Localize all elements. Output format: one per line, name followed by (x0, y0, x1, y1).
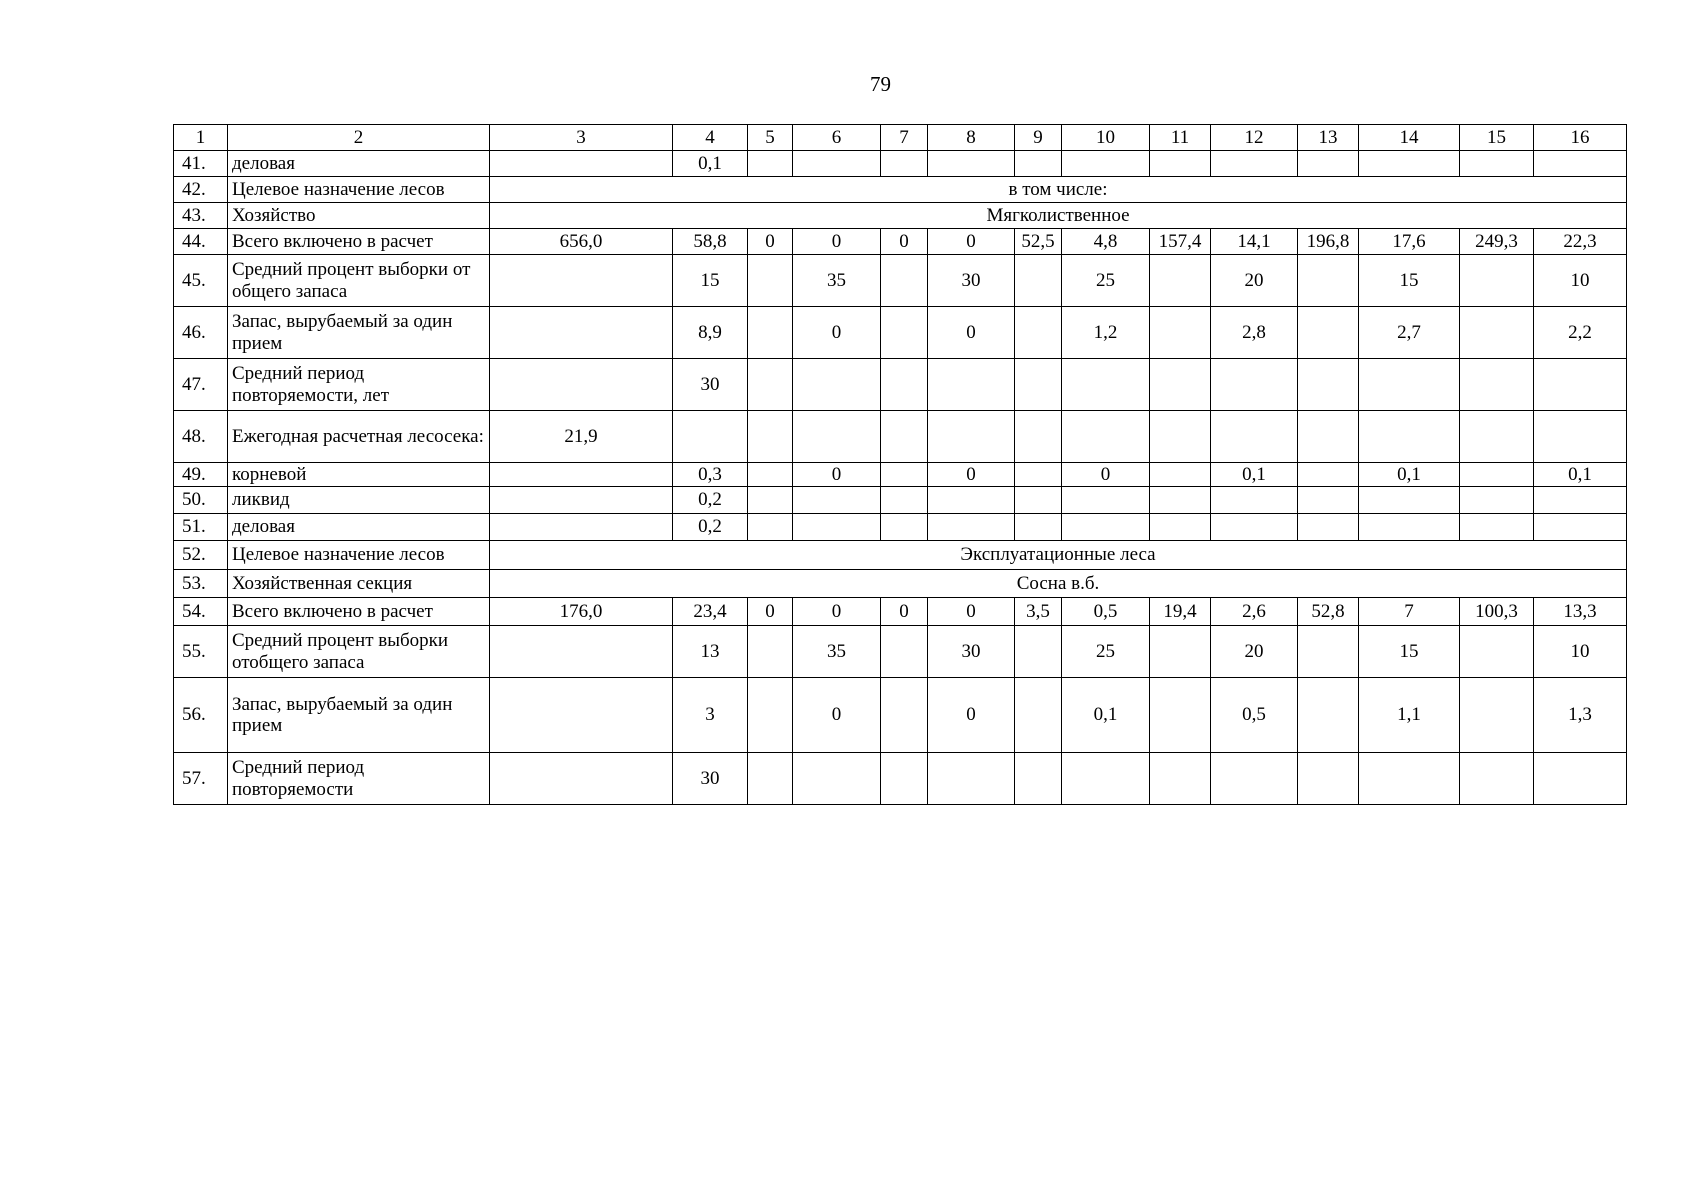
table-cell (748, 359, 793, 411)
table-cell (1150, 514, 1211, 541)
row-name-cell: Хозяйство (228, 203, 490, 229)
table-cell: 10 (1534, 626, 1627, 678)
table-cell (1015, 359, 1062, 411)
table-cell (1150, 151, 1211, 177)
table-cell: 19,4 (1150, 598, 1211, 626)
table-cell (1298, 151, 1359, 177)
row-name-cell: Всего включено в расчет (228, 229, 490, 255)
table-cell (1211, 151, 1298, 177)
header-cell: 2 (228, 125, 490, 151)
table-cell (928, 753, 1015, 805)
table-cell (1359, 753, 1460, 805)
table-cell: 249,3 (1460, 229, 1534, 255)
table-cell: 0,3 (673, 463, 748, 487)
table-cell: 0,5 (1062, 598, 1150, 626)
table-cell: 17,6 (1359, 229, 1460, 255)
header-cell: 5 (748, 125, 793, 151)
table-cell (1298, 463, 1359, 487)
header-cell: 3 (490, 125, 673, 151)
merged-cell: в том числе: (490, 177, 1627, 203)
table-cell (1015, 255, 1062, 307)
table-cell (1150, 255, 1211, 307)
table-cell: 1,3 (1534, 678, 1627, 753)
row-name-cell: Ежегодная расчетная лесосека: (228, 411, 490, 463)
header-cell: 13 (1298, 125, 1359, 151)
table-cell (748, 463, 793, 487)
table-cell: 30 (673, 359, 748, 411)
table-cell (1359, 151, 1460, 177)
table-cell (1298, 411, 1359, 463)
table-cell: 0,2 (673, 487, 748, 514)
table-cell (1534, 514, 1627, 541)
table-cell: 3 (673, 678, 748, 753)
table-cell (928, 514, 1015, 541)
table-cell (793, 753, 881, 805)
table-cell: 0 (928, 463, 1015, 487)
table-cell: 23,4 (673, 598, 748, 626)
table-cell (1534, 487, 1627, 514)
table-cell: 20 (1211, 626, 1298, 678)
table-cell (748, 678, 793, 753)
table-cell (1015, 307, 1062, 359)
table-cell: 25 (1062, 255, 1150, 307)
table-cell (793, 151, 881, 177)
table-cell (1534, 359, 1627, 411)
table-cell: 0 (748, 229, 793, 255)
table-cell: 22,3 (1534, 229, 1627, 255)
table-row (174, 229, 1627, 255)
table-cell (881, 753, 928, 805)
row-number-cell: 55. (174, 626, 228, 678)
table-cell: 0 (793, 463, 881, 487)
table-cell (748, 255, 793, 307)
table-cell (928, 411, 1015, 463)
row-name-cell: деловая (228, 514, 490, 541)
table-cell (1460, 307, 1534, 359)
page-number: 79 (870, 72, 891, 96)
table-cell (1534, 411, 1627, 463)
table-cell (881, 359, 928, 411)
table-cell (490, 463, 673, 487)
table-cell (1460, 463, 1534, 487)
table-cell: 15 (1359, 255, 1460, 307)
table-cell: 0 (793, 229, 881, 255)
row-name-cell: Средний процент выборки от общего запаса (228, 255, 490, 307)
table-cell (1298, 514, 1359, 541)
table-cell (1015, 151, 1062, 177)
table-cell (748, 151, 793, 177)
table-cell (1211, 514, 1298, 541)
table-cell: 15 (1359, 626, 1460, 678)
table-cell (1015, 487, 1062, 514)
data-table (173, 124, 1627, 805)
table-cell: 0 (928, 229, 1015, 255)
table-cell (1211, 411, 1298, 463)
table-cell (881, 151, 928, 177)
table-cell: 0 (928, 678, 1015, 753)
table-cell (1460, 514, 1534, 541)
table-cell (1460, 151, 1534, 177)
table-cell: 0,5 (1211, 678, 1298, 753)
table-cell (1150, 359, 1211, 411)
table-cell (881, 626, 928, 678)
table-row (174, 411, 1627, 463)
table-cell: 656,0 (490, 229, 673, 255)
table-cell (673, 411, 748, 463)
table-cell: 157,4 (1150, 229, 1211, 255)
table-cell: 0,1 (1359, 463, 1460, 487)
table-cell (1015, 678, 1062, 753)
row-number-cell: 43. (174, 203, 228, 229)
table-cell (1150, 307, 1211, 359)
table-cell (793, 514, 881, 541)
table-cell (1298, 753, 1359, 805)
table-cell (748, 487, 793, 514)
table-cell: 0 (881, 229, 928, 255)
table-cell (748, 626, 793, 678)
table-cell: 2,6 (1211, 598, 1298, 626)
row-name-cell: Средний процент выборки отобщего запаса (228, 626, 490, 678)
row-name-cell: Целевое назначение лесов (228, 177, 490, 203)
table-cell (1534, 151, 1627, 177)
row-number-cell: 51. (174, 514, 228, 541)
table-cell: 2,8 (1211, 307, 1298, 359)
table-cell (490, 307, 673, 359)
table-cell (490, 626, 673, 678)
row-name-cell: ликвид (228, 487, 490, 514)
table-cell: 7 (1359, 598, 1460, 626)
table-row (174, 598, 1627, 626)
table-row (174, 753, 1627, 805)
table-cell: 0 (928, 307, 1015, 359)
table-cell (881, 411, 928, 463)
merged-cell: Мягколиственное (490, 203, 1627, 229)
table-cell: 35 (793, 255, 881, 307)
table-cell (881, 514, 928, 541)
row-name-cell: Хозяйственная секция (228, 570, 490, 598)
table-row (174, 203, 1627, 229)
table-row (174, 359, 1627, 411)
table-row (174, 678, 1627, 753)
row-name-cell: Средний период повторяемости, лет (228, 359, 490, 411)
row-number-cell: 49. (174, 463, 228, 487)
table-cell (793, 359, 881, 411)
table-cell: 0 (928, 598, 1015, 626)
table-row (174, 541, 1627, 570)
table-cell (1298, 307, 1359, 359)
table-cell (1460, 626, 1534, 678)
table-cell: 10 (1534, 255, 1627, 307)
table-cell (1359, 487, 1460, 514)
table-cell: 2,2 (1534, 307, 1627, 359)
table-cell (1460, 753, 1534, 805)
table-cell (490, 514, 673, 541)
table-cell (1150, 487, 1211, 514)
header-cell: 1 (174, 125, 228, 151)
table-cell: 0 (793, 678, 881, 753)
table-cell: 0 (793, 307, 881, 359)
table-cell (1211, 753, 1298, 805)
table-cell: 20 (1211, 255, 1298, 307)
table-cell (1298, 678, 1359, 753)
header-cell: 9 (1015, 125, 1062, 151)
table-row (174, 151, 1627, 177)
table-cell (881, 255, 928, 307)
row-name-cell: Всего включено в расчет (228, 598, 490, 626)
table-cell: 1,1 (1359, 678, 1460, 753)
table-cell (490, 753, 673, 805)
merged-cell: Сосна в.б. (490, 570, 1627, 598)
table-cell (1015, 463, 1062, 487)
table-row (174, 463, 1627, 487)
table-cell: 196,8 (1298, 229, 1359, 255)
table-cell: 15 (673, 255, 748, 307)
table-cell: 52,8 (1298, 598, 1359, 626)
table-cell: 100,3 (1460, 598, 1534, 626)
table-cell: 4,8 (1062, 229, 1150, 255)
merged-cell: Эксплуатационные леса (490, 541, 1627, 570)
row-number-cell: 46. (174, 307, 228, 359)
table-row (174, 177, 1627, 203)
table-cell (793, 487, 881, 514)
row-number-cell: 47. (174, 359, 228, 411)
table-cell (1460, 678, 1534, 753)
table-cell (1211, 487, 1298, 514)
table-cell: 30 (673, 753, 748, 805)
table-cell (1062, 151, 1150, 177)
table-cell (1015, 411, 1062, 463)
table-cell (1534, 753, 1627, 805)
table-cell (928, 359, 1015, 411)
table-cell: 8,9 (673, 307, 748, 359)
table-cell (1298, 255, 1359, 307)
table-cell (1062, 487, 1150, 514)
table-cell (1460, 359, 1534, 411)
table-cell (1062, 359, 1150, 411)
table-cell (1150, 678, 1211, 753)
row-name-cell: Запас, вырубаемый за один прием (228, 678, 490, 753)
row-number-cell: 54. (174, 598, 228, 626)
table-cell: 30 (928, 255, 1015, 307)
table-cell (1298, 487, 1359, 514)
table-cell: 0,1 (1062, 678, 1150, 753)
table-cell (490, 151, 673, 177)
table-cell (1298, 359, 1359, 411)
table-cell (1150, 411, 1211, 463)
table-cell: 2,7 (1359, 307, 1460, 359)
table-cell: 21,9 (490, 411, 673, 463)
table-cell (490, 487, 673, 514)
table-cell: 1,2 (1062, 307, 1150, 359)
table-cell: 35 (793, 626, 881, 678)
header-cell: 16 (1534, 125, 1627, 151)
table-cell: 30 (928, 626, 1015, 678)
header-cell: 4 (673, 125, 748, 151)
header-cell: 6 (793, 125, 881, 151)
table-cell (1150, 626, 1211, 678)
table-row (174, 487, 1627, 514)
table-cell (1062, 411, 1150, 463)
table-row (174, 514, 1627, 541)
header-cell: 11 (1150, 125, 1211, 151)
table-cell (881, 463, 928, 487)
row-name-cell: корневой (228, 463, 490, 487)
table-cell (881, 307, 928, 359)
table-cell (1150, 463, 1211, 487)
table-cell (1298, 626, 1359, 678)
table-cell (748, 753, 793, 805)
table-cell: 0 (748, 598, 793, 626)
table-row (174, 570, 1627, 598)
table-cell: 176,0 (490, 598, 673, 626)
table-cell (1015, 753, 1062, 805)
table-cell (490, 359, 673, 411)
table-cell: 3,5 (1015, 598, 1062, 626)
table-cell (490, 678, 673, 753)
table-cell: 0 (881, 598, 928, 626)
table-cell: 0,1 (1211, 463, 1298, 487)
table-cell (490, 255, 673, 307)
row-name-cell: Целевое назначение лесов (228, 541, 490, 570)
table-cell (1015, 626, 1062, 678)
header-cell: 14 (1359, 125, 1460, 151)
header-row (174, 125, 1627, 151)
row-number-cell: 44. (174, 229, 228, 255)
header-cell: 15 (1460, 125, 1534, 151)
table-cell: 0,1 (1534, 463, 1627, 487)
row-number-cell: 42. (174, 177, 228, 203)
table-cell: 0 (1062, 463, 1150, 487)
row-number-cell: 53. (174, 570, 228, 598)
row-number-cell: 56. (174, 678, 228, 753)
table-cell: 13 (673, 626, 748, 678)
row-number-cell: 41. (174, 151, 228, 177)
table-cell (1015, 514, 1062, 541)
table-cell: 0,1 (673, 151, 748, 177)
table-cell: 0,2 (673, 514, 748, 541)
table-cell (1211, 359, 1298, 411)
table-cell (1150, 753, 1211, 805)
table-cell (1460, 487, 1534, 514)
table-cell (793, 411, 881, 463)
table-cell: 0 (793, 598, 881, 626)
table-cell (928, 151, 1015, 177)
row-number-cell: 48. (174, 411, 228, 463)
row-name-cell: Средний период повторяемости (228, 753, 490, 805)
row-name-cell: деловая (228, 151, 490, 177)
table-cell (748, 411, 793, 463)
table-cell (1460, 255, 1534, 307)
table-cell: 58,8 (673, 229, 748, 255)
row-number-cell: 50. (174, 487, 228, 514)
table-cell (748, 514, 793, 541)
header-cell: 12 (1211, 125, 1298, 151)
table-cell (1359, 411, 1460, 463)
table-cell (1359, 359, 1460, 411)
table-cell (748, 307, 793, 359)
header-cell: 8 (928, 125, 1015, 151)
table-cell (881, 487, 928, 514)
row-number-cell: 45. (174, 255, 228, 307)
table-cell (928, 487, 1015, 514)
header-cell: 10 (1062, 125, 1150, 151)
table-cell (881, 678, 928, 753)
table-cell: 13,3 (1534, 598, 1627, 626)
table-cell (1062, 514, 1150, 541)
table-cell (1460, 411, 1534, 463)
row-name-cell: Запас, вырубаемый за один прием (228, 307, 490, 359)
table-cell: 25 (1062, 626, 1150, 678)
table-row (174, 255, 1627, 307)
table-row (174, 307, 1627, 359)
table-cell: 52,5 (1015, 229, 1062, 255)
table-cell (1359, 514, 1460, 541)
row-number-cell: 57. (174, 753, 228, 805)
row-number-cell: 52. (174, 541, 228, 570)
header-cell: 7 (881, 125, 928, 151)
table-row (174, 626, 1627, 678)
table-cell (1062, 753, 1150, 805)
table-cell: 14,1 (1211, 229, 1298, 255)
